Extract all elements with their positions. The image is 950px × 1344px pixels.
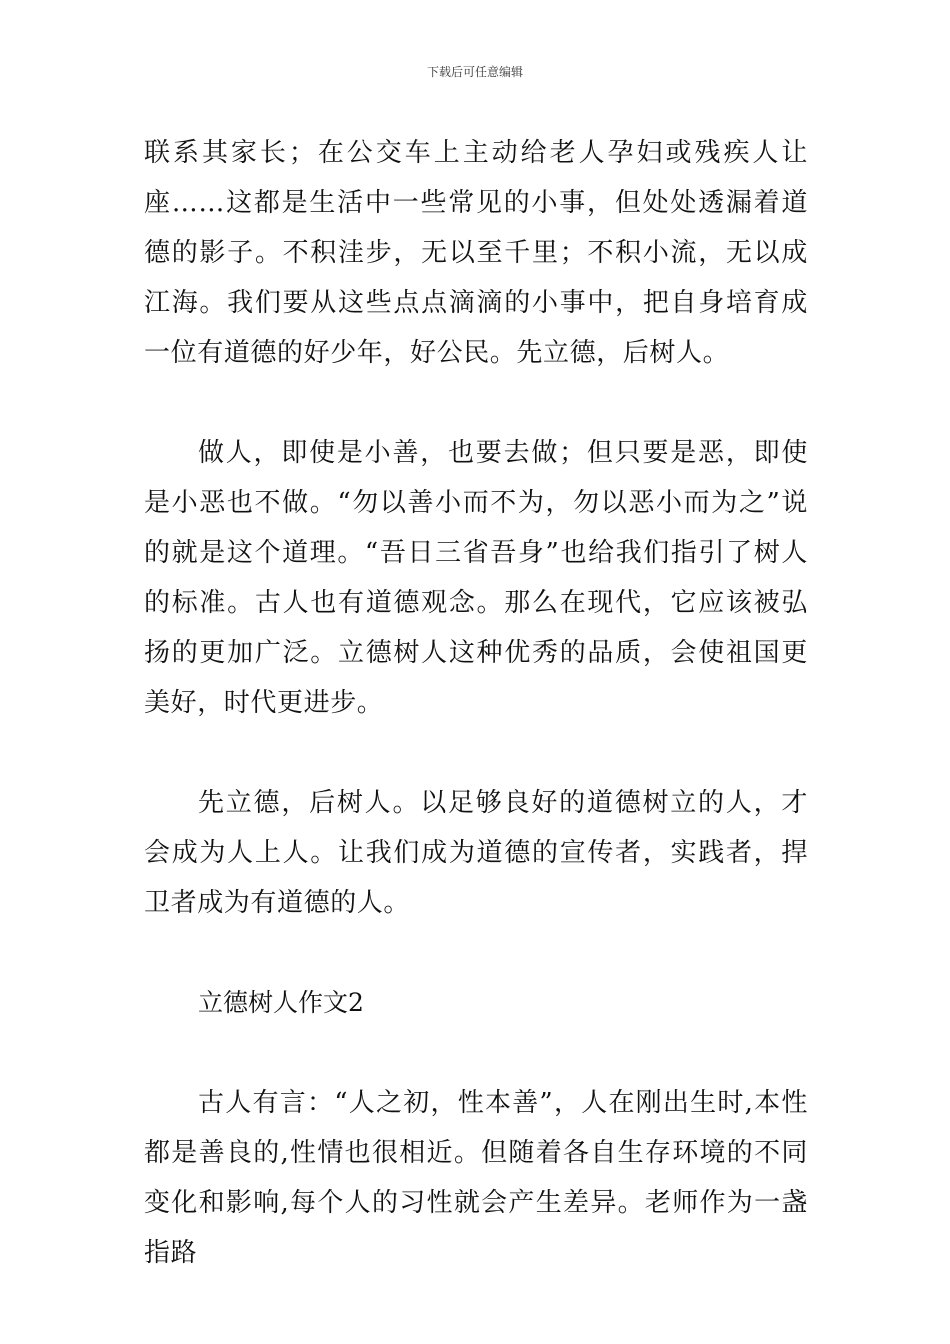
paragraph: 古人有言：“人之初，性本善”，人在刚出生时,本性都是善良的,性情也很相近。但随着各自生存环境的不同变化和影响,每个人的习性就会产生差异。老师作为一盏指路: [144, 1088, 808, 1268]
document-body: [144, 128, 808, 1278]
paragraph: 先立德，后树人。以足够良好的道德树立的人，才会成为人上人。让我们成为道德的宣传者，实践者，捍卫者成为有道德的人。: [144, 788, 808, 918]
page-header: 下载后可任意编辑: [426, 65, 523, 79]
paragraph: 做人，即使是小善，也要去做；但只要是恶，即使是小恶也不做。“勿以善小而不为，勿以恶小而为之”说的就是这个道理。“吾日三省吾身”也给我们指引了树人的标准。古人也有道德观念。那么在现代，它应该被弘扬的更加广泛。立德树人这种优秀的品质，会使祖国更美好，时代更进步。: [144, 438, 808, 718]
section-heading: 立德树人作文2: [198, 988, 364, 1017]
paragraph-continuation: 联系其家长；在公交车上主动给老人孕妇或残疾人让座……这都是生活中一些常见的小事，但处处透漏着道德的影子。不积洼步，无以至千里；不积小流，无以成江海。我们要从这些点点滴滴的小事中，把自身培育成一位有道德的好少年，好公民。先立德，后树人。: [144, 138, 808, 368]
